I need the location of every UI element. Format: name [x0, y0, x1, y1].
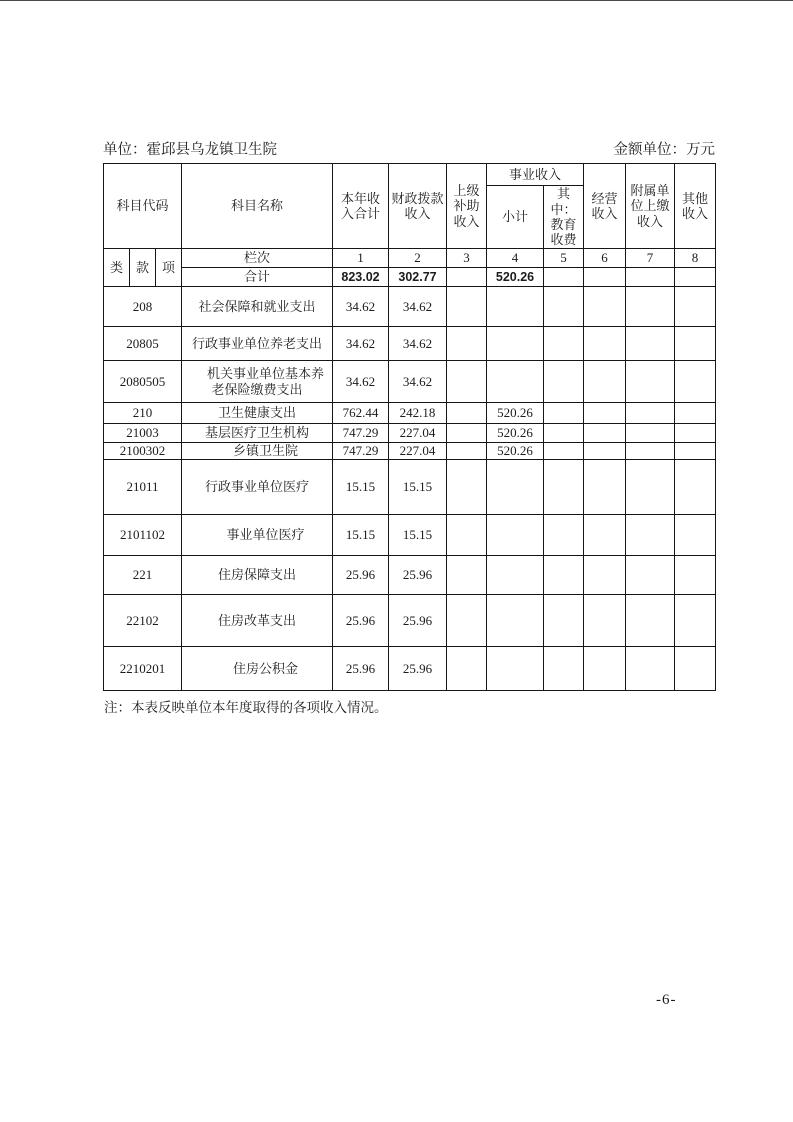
- value-cell: [675, 647, 716, 691]
- value-cell: 34.62: [333, 287, 389, 327]
- value-cell: [447, 647, 487, 691]
- value-cell: [487, 287, 544, 327]
- header-item: 项: [156, 249, 182, 287]
- subject-name-cell: 机关事业单位基本养老保险缴费支出: [182, 361, 333, 403]
- header-subject-name: 科目名称: [182, 164, 333, 249]
- value-cell: [584, 595, 626, 647]
- page-number: -6-: [656, 992, 677, 1008]
- value-cell: [447, 424, 487, 443]
- value-cell: 25.96: [389, 595, 447, 647]
- value-cell: [675, 443, 716, 460]
- table-row: [104, 647, 716, 691]
- value-cell: [447, 403, 487, 424]
- value-cell: [487, 515, 544, 556]
- value-cell: 34.62: [333, 361, 389, 403]
- value-cell: 25.96: [333, 556, 389, 595]
- value-cell: [675, 515, 716, 556]
- value-cell: 25.96: [333, 595, 389, 647]
- column-number: 4: [487, 249, 544, 268]
- value-cell: [584, 556, 626, 595]
- value-cell: [675, 361, 716, 403]
- value-cell: [544, 361, 584, 403]
- value-cell: 227.04: [389, 424, 447, 443]
- value-cell: [487, 361, 544, 403]
- value-cell: [544, 424, 584, 443]
- subject-code-cell: 208: [104, 287, 182, 327]
- column-number: 6: [584, 249, 626, 268]
- table-row: [104, 403, 716, 424]
- value-cell: 747.29: [333, 424, 389, 443]
- total-row: [104, 268, 716, 287]
- header-other-income: 其他收入: [675, 164, 716, 249]
- subject-name-cell: 事业单位医疗: [182, 515, 333, 556]
- value-cell: [675, 327, 716, 361]
- table-row: [104, 287, 716, 327]
- value-cell: [487, 595, 544, 647]
- value-cell: 520.26: [487, 403, 544, 424]
- value-cell: 25.96: [389, 556, 447, 595]
- column-index-label: 栏次: [182, 249, 333, 268]
- value-cell: [626, 424, 675, 443]
- subject-code-cell: 2101102: [104, 515, 182, 556]
- header-section: 款: [130, 249, 156, 287]
- unit-label: 单位：霍邱县乌龙镇卫生院: [103, 142, 277, 158]
- subject-code-cell: 22102: [104, 595, 182, 647]
- income-table: [103, 163, 716, 691]
- subject-name-cell: 住房保障支出: [182, 556, 333, 595]
- column-number: 5: [544, 249, 584, 268]
- header-business-subtotal: 小计: [487, 186, 544, 249]
- subject-name-cell: 行政事业单位养老支出: [182, 327, 333, 361]
- subject-name-cell: 乡镇卫生院: [182, 443, 333, 460]
- column-number: 7: [626, 249, 675, 268]
- value-cell: [447, 287, 487, 327]
- subject-code-cell: 2080505: [104, 361, 182, 403]
- value-cell: [487, 460, 544, 515]
- table-row: [104, 327, 716, 361]
- value-cell: [447, 443, 487, 460]
- subject-code-cell: 221: [104, 556, 182, 595]
- value-cell: [544, 403, 584, 424]
- subject-name-cell: 住房改革支出: [182, 595, 333, 647]
- table-row: [104, 556, 716, 595]
- table-note: 注：本表反映单位本年度取得的各项收入情况。: [104, 700, 388, 715]
- subject-name-cell: 基层医疗卫生机构: [182, 424, 333, 443]
- subject-code-cell: 21003: [104, 424, 182, 443]
- total-value: [675, 268, 716, 287]
- total-value: [544, 268, 584, 287]
- value-cell: 34.62: [389, 287, 447, 327]
- value-cell: 15.15: [333, 515, 389, 556]
- value-cell: [544, 515, 584, 556]
- table-row: [104, 361, 716, 403]
- subject-name-cell: 住房公积金: [182, 647, 333, 691]
- header-operating-income: 经营收入: [584, 164, 626, 249]
- value-cell: [675, 403, 716, 424]
- value-cell: 762.44: [333, 403, 389, 424]
- subject-code-cell: 2100302: [104, 443, 182, 460]
- value-cell: 520.26: [487, 443, 544, 460]
- value-cell: 15.15: [389, 515, 447, 556]
- value-cell: [675, 595, 716, 647]
- total-row-label: 合计: [182, 268, 333, 287]
- value-cell: [626, 647, 675, 691]
- value-cell: [584, 361, 626, 403]
- value-cell: [584, 443, 626, 460]
- total-value: [447, 268, 487, 287]
- value-cell: [626, 460, 675, 515]
- value-cell: [584, 287, 626, 327]
- value-cell: [584, 515, 626, 556]
- value-cell: [675, 287, 716, 327]
- header-business-income: 事业收入: [487, 164, 584, 186]
- amount-unit-label: 金额单位：万元: [613, 142, 715, 158]
- value-cell: 15.15: [389, 460, 447, 515]
- value-cell: [544, 460, 584, 515]
- value-cell: [487, 647, 544, 691]
- subject-code-cell: 2210201: [104, 647, 182, 691]
- subject-name-cell: 社会保障和就业支出: [182, 287, 333, 327]
- table-row: [104, 424, 716, 443]
- value-cell: [626, 327, 675, 361]
- value-cell: [584, 327, 626, 361]
- header-row-1: [104, 164, 716, 186]
- total-value: [626, 268, 675, 287]
- value-cell: [447, 327, 487, 361]
- value-cell: [626, 361, 675, 403]
- header-affiliated-unit-income: 附属单位上缴收入: [626, 164, 675, 249]
- value-cell: 25.96: [389, 647, 447, 691]
- column-number: 2: [389, 249, 447, 268]
- table-row: [104, 595, 716, 647]
- value-cell: [675, 460, 716, 515]
- value-cell: [584, 403, 626, 424]
- value-cell: [544, 556, 584, 595]
- value-cell: [544, 443, 584, 460]
- header-class: 类: [104, 249, 130, 287]
- value-cell: [447, 515, 487, 556]
- table-row: [104, 515, 716, 556]
- value-cell: 34.62: [389, 327, 447, 361]
- value-cell: 34.62: [333, 327, 389, 361]
- total-value: [584, 268, 626, 287]
- table-row: [104, 460, 716, 515]
- total-value: 302.77: [389, 268, 447, 287]
- subject-code-cell: 210: [104, 403, 182, 424]
- subject-code-cell: 20805: [104, 327, 182, 361]
- header-superior-subsidy-income: 上级补助收入: [447, 164, 487, 249]
- value-cell: [544, 287, 584, 327]
- value-cell: [447, 595, 487, 647]
- subject-name-cell: 卫生健康支出: [182, 403, 333, 424]
- column-number: 8: [675, 249, 716, 268]
- total-value: 823.02: [333, 268, 389, 287]
- value-cell: [626, 515, 675, 556]
- value-cell: [626, 287, 675, 327]
- value-cell: 34.62: [389, 361, 447, 403]
- header-education-fee: 其中：教育收费: [544, 186, 584, 249]
- value-cell: [447, 556, 487, 595]
- value-cell: 15.15: [333, 460, 389, 515]
- value-cell: [447, 361, 487, 403]
- value-cell: [626, 595, 675, 647]
- table-caption-row: [103, 140, 715, 160]
- value-cell: [584, 424, 626, 443]
- value-cell: [487, 327, 544, 361]
- value-cell: [584, 460, 626, 515]
- value-cell: [675, 424, 716, 443]
- scan-edge-line: [0, 0, 793, 1]
- value-cell: [544, 595, 584, 647]
- value-cell: [626, 403, 675, 424]
- total-value: 520.26: [487, 268, 544, 287]
- value-cell: [544, 327, 584, 361]
- value-cell: 227.04: [389, 443, 447, 460]
- value-cell: [626, 556, 675, 595]
- value-cell: [626, 443, 675, 460]
- value-cell: 25.96: [333, 647, 389, 691]
- value-cell: [487, 556, 544, 595]
- subject-name-cell: 行政事业单位医疗: [182, 460, 333, 515]
- value-cell: [447, 460, 487, 515]
- value-cell: [584, 647, 626, 691]
- table-row: [104, 443, 716, 460]
- header-total-income: 本年收入合计: [333, 164, 389, 249]
- value-cell: 242.18: [389, 403, 447, 424]
- value-cell: [544, 647, 584, 691]
- subject-code-cell: 21011: [104, 460, 182, 515]
- header-fiscal-grant-income: 财政拨款收入: [389, 164, 447, 249]
- value-cell: 520.26: [487, 424, 544, 443]
- column-number: 1: [333, 249, 389, 268]
- value-cell: [675, 556, 716, 595]
- value-cell: 747.29: [333, 443, 389, 460]
- header-subject-code: 科目代码: [104, 164, 182, 249]
- column-index-row: [104, 249, 716, 268]
- column-number: 3: [447, 249, 487, 268]
